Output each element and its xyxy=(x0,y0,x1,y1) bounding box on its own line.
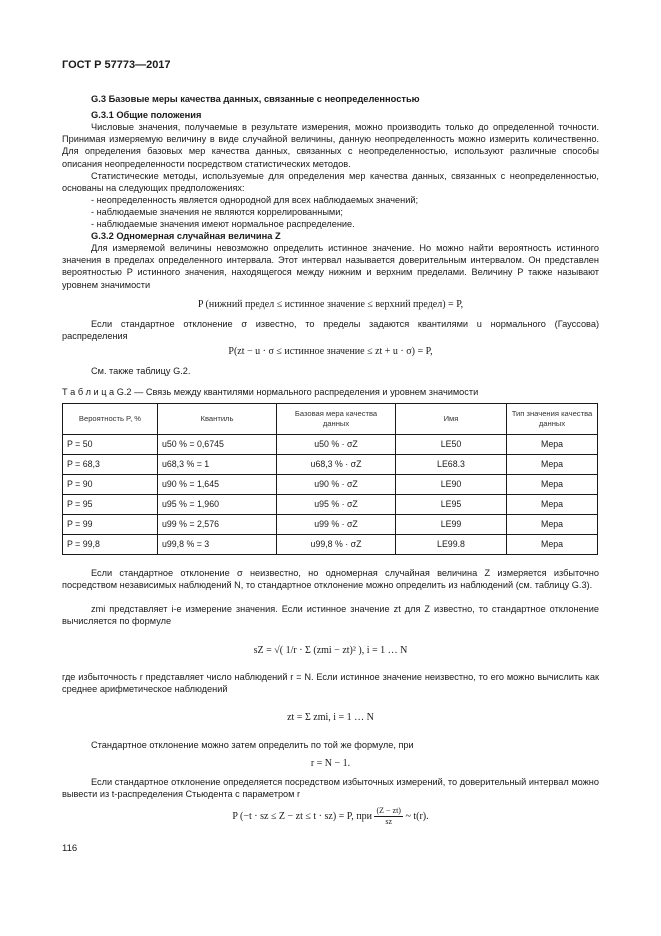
cell-probability: P = 90 xyxy=(63,475,158,495)
after-table-paragraph-1: Если стандартное отклонение σ неизвестно, но одномерная случайная величина Z измеряется избыточно посредством независимых наблюдений N, то стандартное отклонение можно определить из наблюдений (см. таблицу G.3). xyxy=(62,568,599,591)
cell-name: LE95 xyxy=(396,495,507,515)
formula-student-fraction xyxy=(374,806,403,827)
cell-quantile: u50 % = 0,6745 xyxy=(158,435,277,455)
after-table-paragraph-3: где избыточность r представляет число наблюдений r = N. Если истинное значение неизвестно, то его можно вычислить как среднее арифметическое наблюдений xyxy=(62,672,599,695)
formula-arithmetic-mean: zt = Σ zmi, i = 1 … N xyxy=(287,712,374,723)
cell-quantile: u99 % = 2,576 xyxy=(158,515,277,535)
formula-student-main: P (−t · sz ≤ Z − zt ≤ t · sz) = P, при xyxy=(232,810,372,822)
cell-type: Мера xyxy=(507,535,598,555)
table-caption: Т а б л и ц а G.2 — Связь между квантилями нормального распределения и уровнем значимости xyxy=(62,387,479,397)
formula-redundancy: r = N − 1. xyxy=(310,758,351,769)
col-probability: Вероятность P, % xyxy=(63,404,158,435)
cell-quantile: u95 % = 1,960 xyxy=(158,495,277,515)
cell-type: Мера xyxy=(507,515,598,535)
g31-paragraph-2: Статистические методы, используемые для определения мер качества данных, связанных с неопределенностью, основаны на следующих предположениях: xyxy=(62,171,599,194)
col-value-type: Тип значения качества данных xyxy=(507,404,598,435)
g32-paragraph-1: Для измеряемой величины невозможно определить истинное значение. Но можно найти вероятность истинного значения в пределах определенного интервала. Этот интервал называется доверительным интервалом. Он представлен вероятностью P истинного значения, находящегося между нижним и верхним пределами. Величину P также называют уровнем значимости xyxy=(62,243,599,290)
cell-type: Мера xyxy=(507,455,598,475)
cell-measure: u99 % · σZ xyxy=(277,515,396,535)
table-row xyxy=(63,435,598,455)
cell-type: Мера xyxy=(507,475,598,495)
section-g32-title: G.3.2 Одномерная случайная величина Z xyxy=(91,231,281,241)
see-table-note: См. также таблицу G.2. xyxy=(91,366,191,376)
cell-quantile: u68,3 % = 1 xyxy=(158,455,277,475)
cell-probability: P = 68,3 xyxy=(63,455,158,475)
cell-measure: u90 % · σZ xyxy=(277,475,396,495)
cell-probability: P = 95 xyxy=(63,495,158,515)
cell-measure: u68,3 % · σZ xyxy=(277,455,396,475)
assumption-item-2: - наблюдаемые значения не являются коррелированными; xyxy=(91,207,343,217)
col-name: Имя xyxy=(396,404,507,435)
formula-std-deviation: sZ = √( 1/r · Σ (zmi − zt)² ), i = 1 … N xyxy=(253,645,408,656)
section-g31-title: G.3.1 Общие положения xyxy=(91,110,202,120)
document-header: ГОСТ Р 57773—2017 xyxy=(62,59,171,71)
after-table-paragraph-2: zmi представляет i-е измерение значения. Если истинное значение zt для Z известно, то стандартное отклонение вычисляется по формуле xyxy=(62,604,599,627)
quantile-table xyxy=(62,403,598,555)
cell-measure: u99,8 % · σZ xyxy=(277,535,396,555)
table-header-row xyxy=(63,404,598,435)
table-row xyxy=(63,455,598,475)
cell-name: LE99 xyxy=(396,515,507,535)
fraction-numerator: (Z − zt) xyxy=(376,806,401,815)
col-quantile: Квантиль xyxy=(158,404,277,435)
cell-measure: u95 % · σZ xyxy=(277,495,396,515)
g31-paragraph-1: Числовые значения, получаемые в результате измерения, можно производить только до определенной точности. Принимая измеряемую величину в виде случайной величины, данную неопределенность можно измерить количественно. Для определения базовых мер качества данных, связанных с неопределенностью, используют различные способы описания неопределенности посредством статистических методов. xyxy=(62,122,599,169)
formula-significance: P (нижний предел ≤ истинное значение ≤ верхний предел) = P, xyxy=(197,299,464,310)
cell-probability: P = 50 xyxy=(63,435,158,455)
formula-student-tail: ~ t(r). xyxy=(405,810,429,822)
cell-probability: P = 99 xyxy=(63,515,158,535)
cell-measure: u50 % · σZ xyxy=(277,435,396,455)
cell-probability: P = 99,8 xyxy=(63,535,158,555)
cell-name: LE68.3 xyxy=(396,455,507,475)
after-table-paragraph-4: Стандартное отклонение можно затем определить по той же формуле, при xyxy=(91,740,414,750)
assumption-item-3: - наблюдаемые значения имеют нормальное распределение. xyxy=(91,219,355,229)
formula-quantile-limits: P(zt − u · σ ≤ истинное значение ≤ zt + u · σ) = P, xyxy=(228,346,433,357)
table-row xyxy=(63,515,598,535)
table-row xyxy=(63,475,598,495)
cell-type: Мера xyxy=(507,435,598,455)
cell-name: LE90 xyxy=(396,475,507,495)
cell-quantile: u90 % = 1,645 xyxy=(158,475,277,495)
section-g3-title: G.3 Базовые меры качества данных, связанные с неопределенностью xyxy=(91,94,420,104)
cell-name: LE50 xyxy=(396,435,507,455)
page-number: 116 xyxy=(62,843,78,854)
cell-quantile: u99,8 % = 3 xyxy=(158,535,277,555)
after-table-paragraph-5: Если стандартное отклонение определяется посредством избыточных измерений, то доверительный интервал можно вывести из t-распределения Стьюдента с параметром r xyxy=(62,777,599,800)
cell-type: Мера xyxy=(507,495,598,515)
table-row xyxy=(63,535,598,555)
cell-name: LE99.8 xyxy=(396,535,507,555)
g32-paragraph-2: Если стандартное отклонение σ известно, то пределы задаются квантилями u нормального (Гауссова) распределения xyxy=(62,319,599,342)
table-row xyxy=(63,495,598,515)
col-measure: Базовая мера качества данных xyxy=(277,404,396,435)
fraction-denominator: sz xyxy=(385,817,393,826)
assumption-item-1: - неопределенность является однородной для всех наблюдаемых значений; xyxy=(91,195,419,205)
formula-student-interval xyxy=(62,806,599,827)
